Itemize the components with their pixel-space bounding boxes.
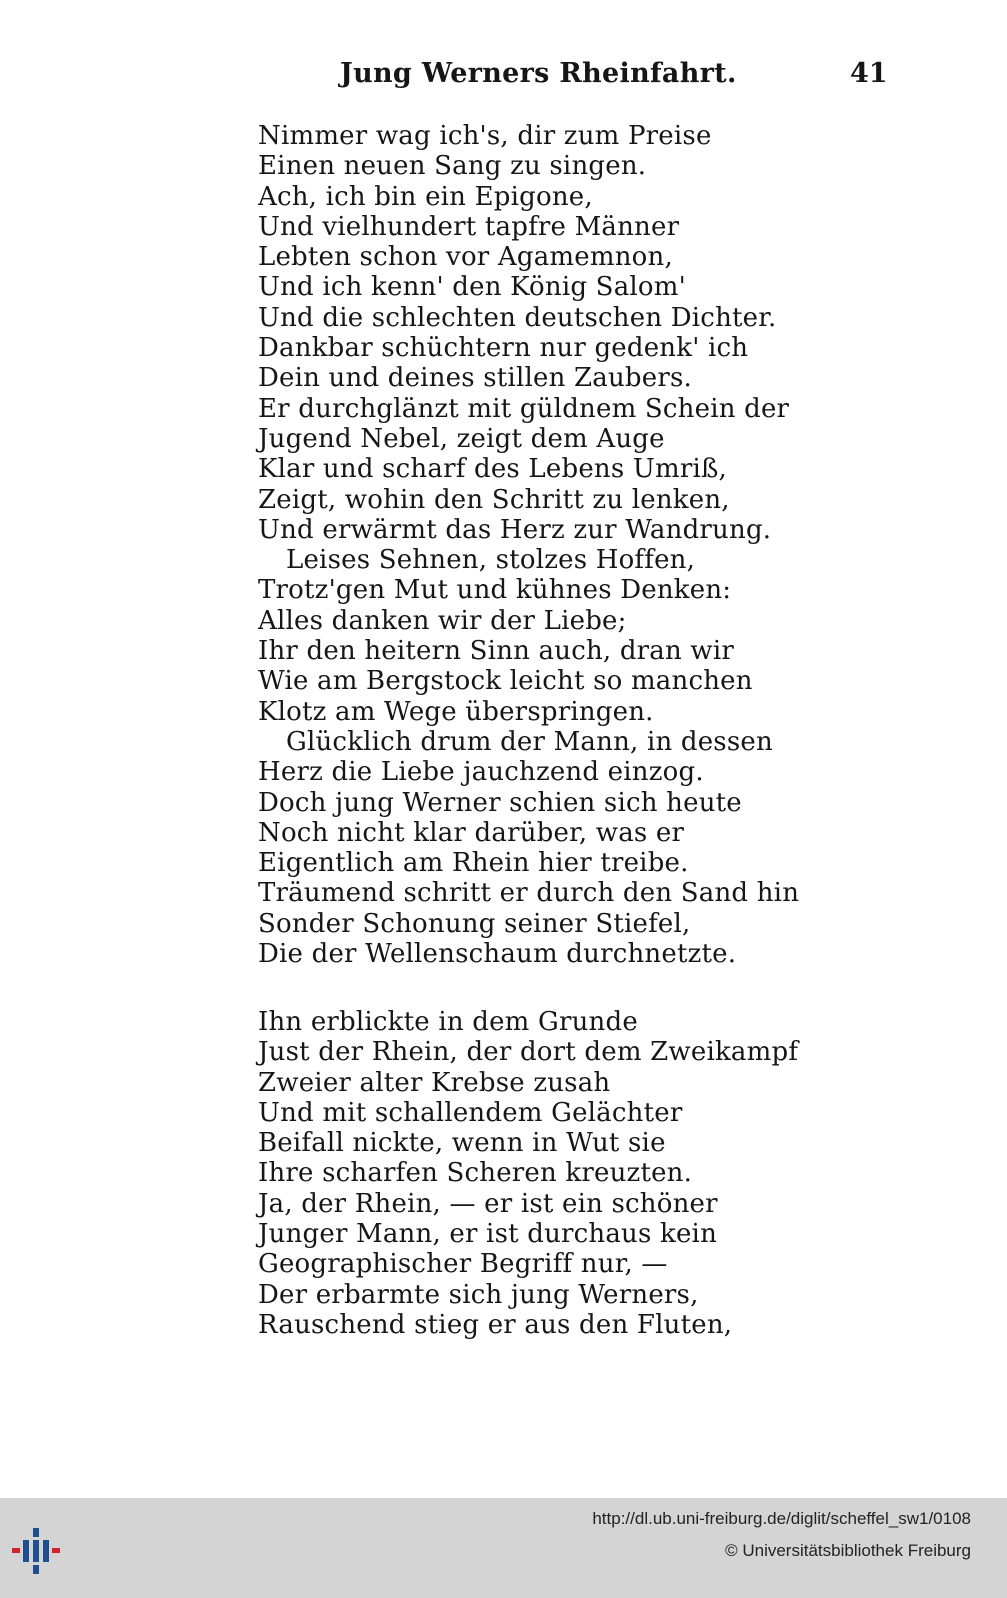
verse-line: Dankbar schüchtern nur gedenk' ich <box>258 333 749 364</box>
verse-line: Doch jung Werner schien sich heute <box>258 787 742 818</box>
verse-line: Ihr den heitern Sinn auch, dran wir <box>258 636 735 667</box>
verse-line: Geographischer Begriff nur, — <box>258 1249 668 1280</box>
verse-line: Und ich kenn' den König Salom' <box>258 272 686 303</box>
verse-line: Ihre scharfen Scheren kreuzten. <box>258 1158 693 1189</box>
verse-line: Trotz'gen Mut und kühnes Denken: <box>258 575 732 606</box>
footer-bar <box>0 1498 1007 1598</box>
verse-line: Eigentlich am Rhein hier treibe. <box>258 848 689 879</box>
ub-freiburg-logo-icon[interactable] <box>12 1528 62 1574</box>
verse-line: Und die schlechten deutschen Dichter. <box>258 302 777 333</box>
verse-line: Ihn erblickte in dem Grunde <box>258 1007 638 1037</box>
verse-line: Und erwärmt das Herz zur Wandrung. <box>258 514 772 545</box>
verse-line: Noch nicht klar darüber, was er <box>258 817 685 848</box>
verse-line: Zeigt, wohin den Schritt zu lenken, <box>258 484 730 515</box>
source-url-link[interactable]: http://dl.ub.uni-freiburg.de/diglit/scheffel_sw1/0108 <box>592 1509 971 1528</box>
verse-line: Jugend Nebel, zeigt dem Auge <box>258 423 665 454</box>
verse-line: Nimmer wag ich's, dir zum Preise <box>258 121 712 151</box>
stanza-1 <box>258 121 799 969</box>
verse-line: Ja, der Rhein, — er ist ein schöner <box>258 1188 718 1219</box>
verse-line: Die der Wellenschaum durchnetzte. <box>258 939 737 970</box>
verse-line: Und mit schallendem Gelächter <box>258 1097 683 1128</box>
verse-line: Sonder Schonung seiner Stiefel, <box>258 908 691 939</box>
verse-line: Glücklich drum der Mann, in dessen <box>286 726 773 757</box>
verse-line: Dein und deines stillen Zaubers. <box>258 363 692 394</box>
verse-line: Herz die Liebe jauchzend einzog. <box>258 757 704 788</box>
verse-line: Einen neuen Sang zu singen. <box>258 151 647 182</box>
verse-line: Und vielhundert tapfre Männer <box>258 211 680 242</box>
verse-line: Rauschend stieg er aus den Fluten, <box>258 1309 733 1340</box>
verse-line: Klar und scharf des Lebens Umriß, <box>258 454 728 485</box>
verse-line: Just der Rhein, der dort dem Zweikampf <box>258 1037 799 1068</box>
verse-line: Er durchglänzt mit güldnem Schein der <box>258 393 790 424</box>
page-number: 41 <box>850 58 888 89</box>
verse-line: Ach, ich bin ein Epigone, <box>258 181 593 212</box>
verse-line: Klotz am Wege überspringen. <box>258 696 654 727</box>
verse-line: Der erbarmte sich jung Werners, <box>258 1279 699 1310</box>
verse-line: Alles danken wir der Liebe; <box>258 605 627 636</box>
verse-line: Leises Sehnen, stolzes Hoffen, <box>286 545 696 576</box>
verse-line: Träumend schritt er durch den Sand hin <box>258 878 800 909</box>
verse-line: Wie am Bergstock leicht so manchen <box>258 666 753 697</box>
verse-line: Zweier alter Krebse zusah <box>258 1067 611 1098</box>
running-title: Jung Werners Rheinfahrt. <box>340 58 737 89</box>
verse-line: Junger Mann, er ist durchaus kein <box>258 1219 718 1250</box>
copyright-notice: © Universitätsbibliothek Freiburg <box>725 1541 971 1560</box>
verse-line: Lebten schon vor Agamemnon, <box>258 242 673 273</box>
verse-line: Beifall nickte, wenn in Wut sie <box>258 1128 666 1159</box>
stanza-2 <box>258 1007 798 1340</box>
